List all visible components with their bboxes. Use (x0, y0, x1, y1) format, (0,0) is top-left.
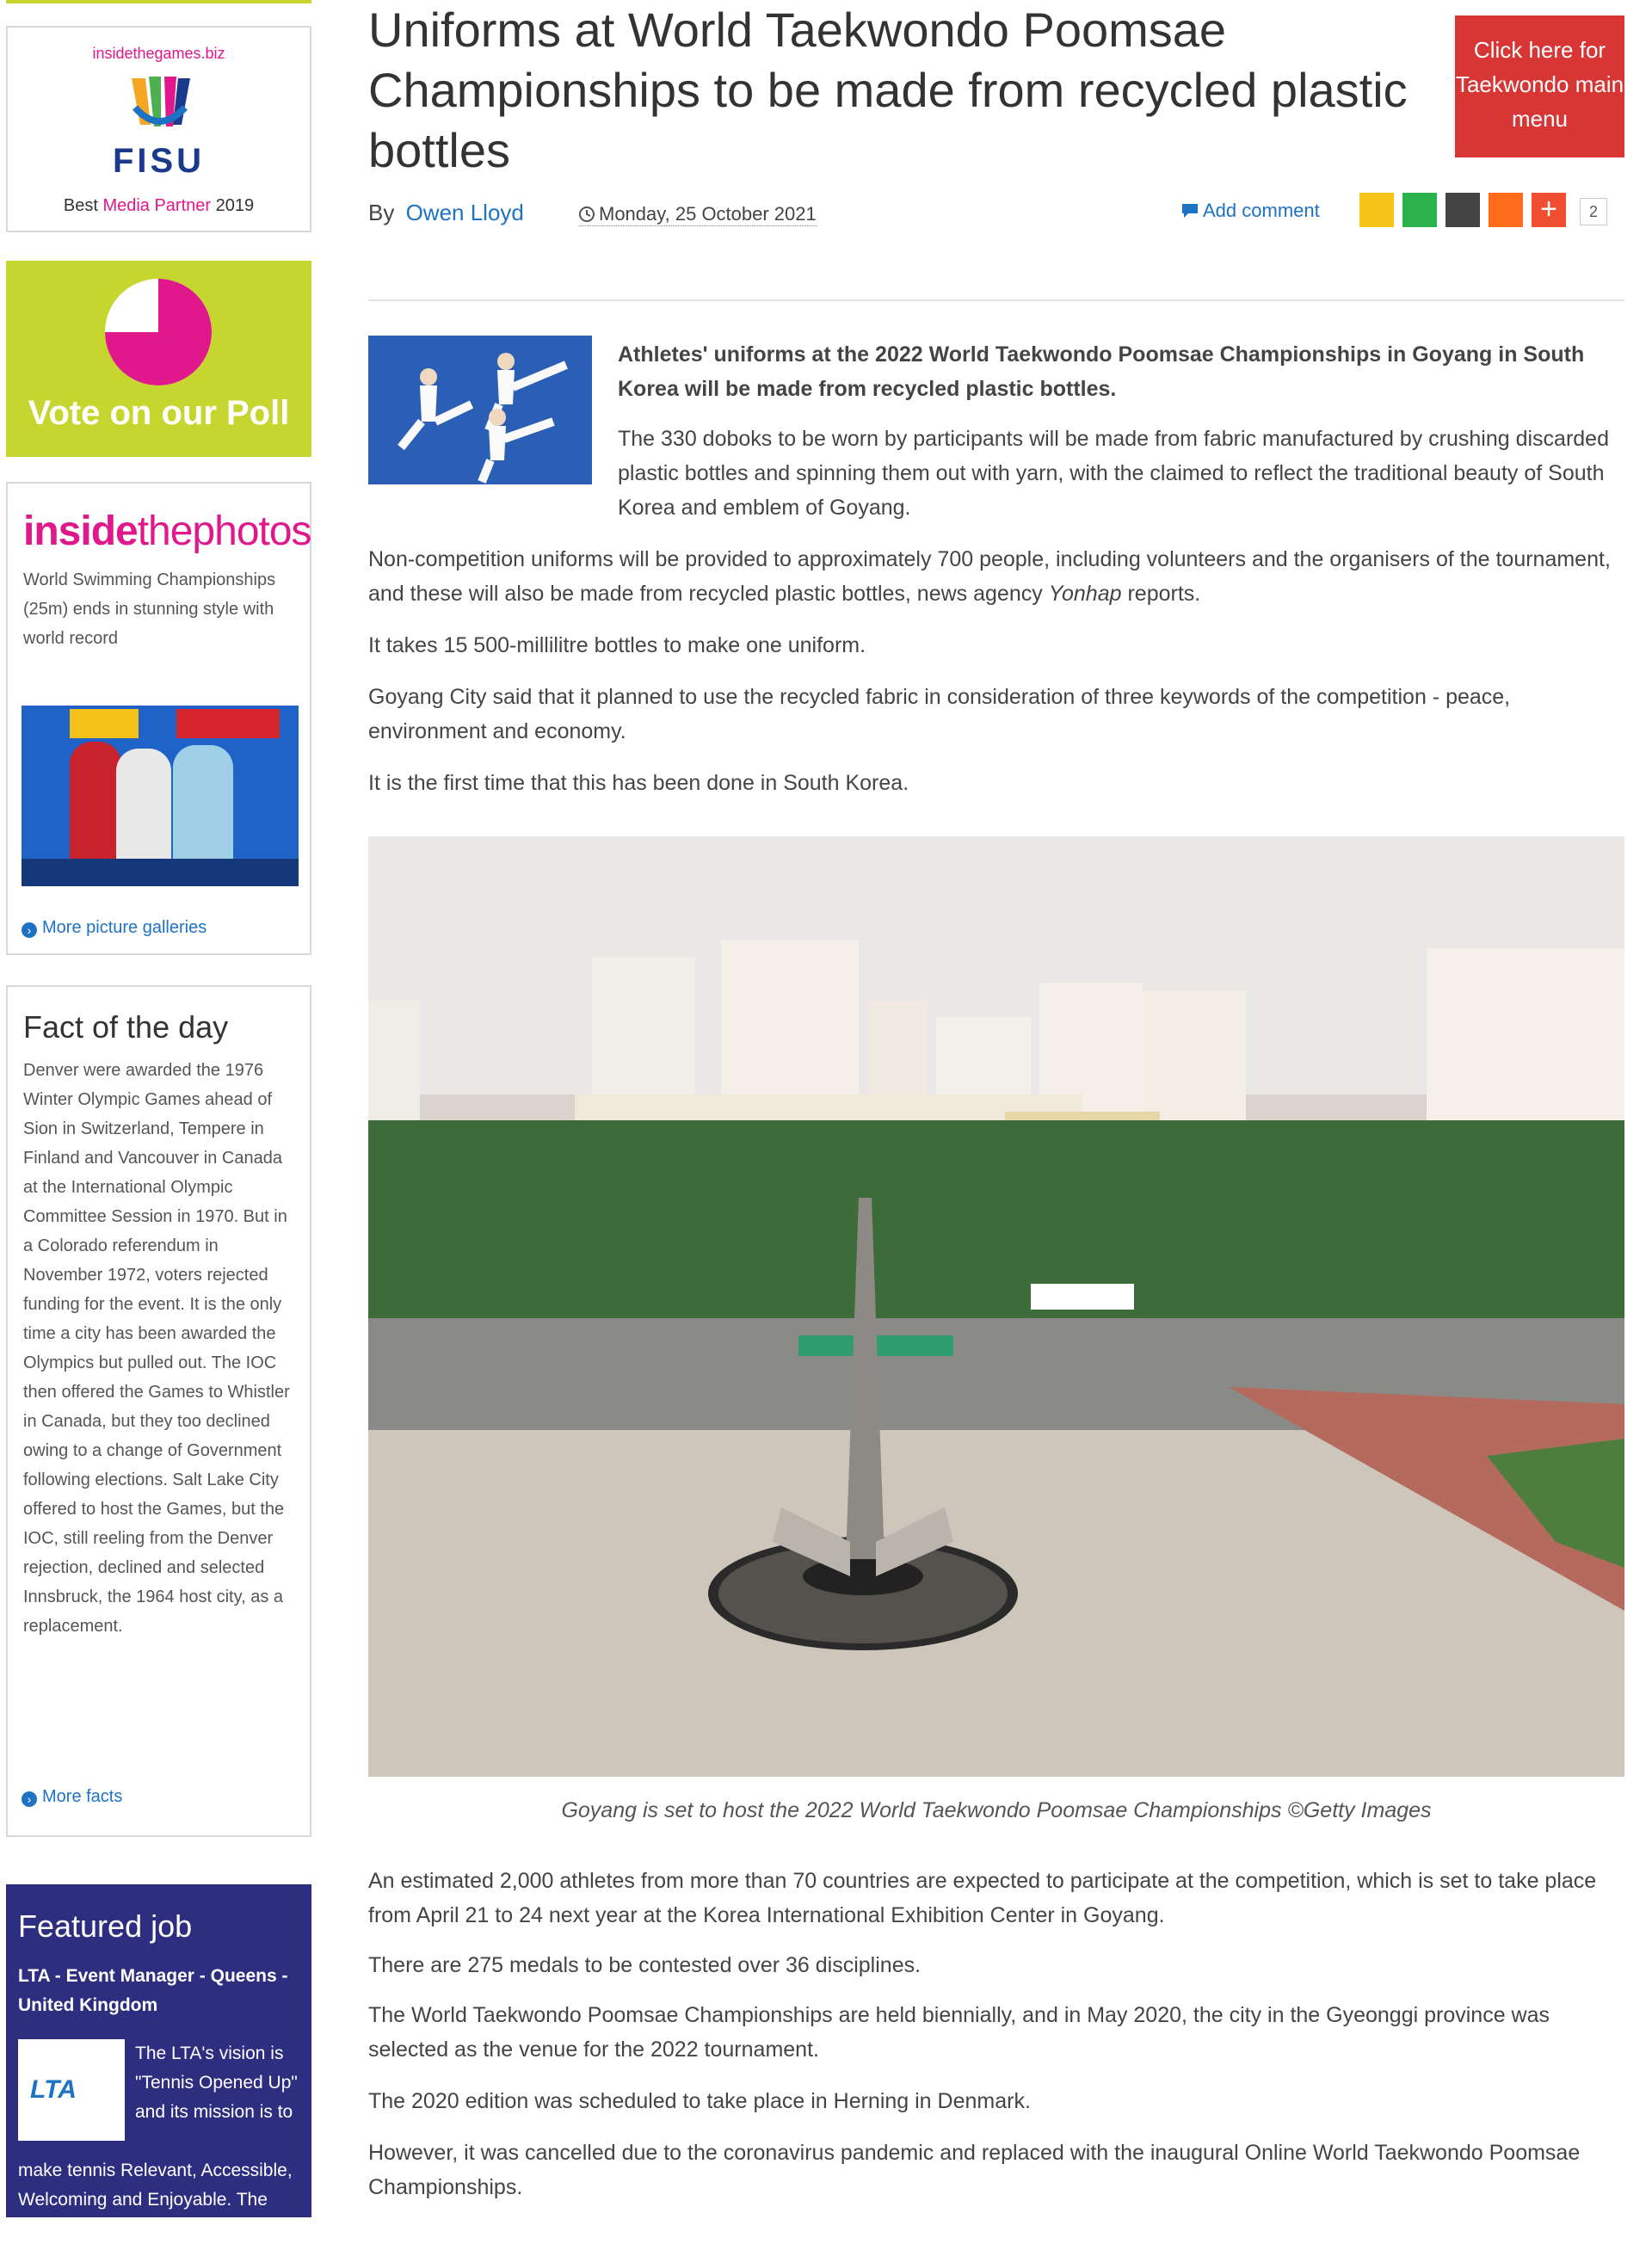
featured-job-text-full: make tennis Relevant, Accessible, Welcoming and Enjoyable. The Major Events (18, 2161, 293, 2239)
vote-poll-banner[interactable] (6, 261, 311, 457)
article-paragraph-2020: The 2020 edition was scheduled to take place in Herning in Denmark. (368, 2089, 1031, 2113)
sidebar-top-strip (6, 0, 311, 3)
clock-icon (578, 206, 595, 223)
fisu-caption (8, 196, 310, 216)
featured-job-heading: Featured job (18, 1908, 193, 1944)
athletes-graphic (368, 336, 592, 484)
thumb-podium (22, 859, 299, 886)
article-paragraph-biennial: The World Taekwondo Poomsae Championships are held biennially, and in May 2020, the city in the Gyeonggi province was selected as the venue for the 2022 tournament. (368, 2003, 1550, 2062)
article-lead: Athletes' uniforms at the 2022 World Taekwondo Poomsae Championships in Goyang in South Korea will be made from recycled plastic bottles. (618, 342, 1585, 401)
fisu-ad-site: insidethegames.biz (92, 45, 225, 62)
article-paragraph-cancelled: However, it was cancelled due to the coronavirus pandemic and replaced with the inaugural Online World Taekwondo Poomsae Championships. (368, 2141, 1581, 2199)
article-paragraph-noncompetition (368, 542, 1624, 611)
add-comment-label: Add comment (1203, 200, 1320, 221)
fact-heading: Fact of the day (23, 1009, 229, 1045)
fact-text: Denver were awarded the 1976 Winter Olympic Games ahead of Sion in Switzerland, Tempere in Finland and Vancouver in Canada at the International Olympic Committee Session in 1970. But in a Colorado referendum in November 1972, voters rejected funding for the event. It is the only time a city has been awarded the Olympics but pulled out. The IOC then offered the Games to Whistler in Canada, but they too declined owing to a change of Government following elections. Salt Lake City offered to host the Games, but the IOC, still reeling from the Denver rejection, declined and selected Innsbruck, the 1964 host city, as a replacement. (23, 1061, 290, 1636)
fisu-caption-pre: Best (63, 196, 103, 215)
fact-of-the-day-box (6, 985, 311, 1837)
article-date-text: Monday, 25 October 2021 (599, 203, 817, 225)
more-facts-icon: › (22, 1791, 37, 1807)
article-paragraph-goyang: Goyang City said that it planned to use the recycled fabric in consideration of three keywords of the competition - peace, environment and economy. (368, 685, 1511, 743)
more-facts-label: More facts (42, 1787, 123, 1806)
featured-job-box[interactable] (6, 1884, 311, 2239)
naver-share-icon[interactable] (1446, 193, 1480, 227)
article-paragraph-doboks: The 330 doboks to be worn by participants will be made from fabric manufactured by crushing discarded plastic bottles and spinning them out with yarn, with the claimed to reflect the traditional beauty of South Korea and emblem of Goyang. (618, 427, 1609, 520)
comment-icon (1180, 202, 1199, 219)
taekwondo-main-menu-button[interactable]: Click here for Taekwondo main menu (1455, 15, 1624, 157)
goyang-plaza-photo (368, 836, 1624, 1777)
author-link[interactable]: Owen Lloyd (405, 200, 524, 225)
photo-gallery-thumbnail[interactable] (22, 706, 299, 886)
share-count: 2 (1580, 198, 1607, 225)
noncomp-source: Yonhap (1048, 582, 1122, 606)
byline (368, 200, 524, 226)
noncomp-pre: Non-competition uniforms will be provided to approximately 700 people, including volunteers and the organisers of the tournament, and these will also be made from recycled plastic bottles, news agency (368, 547, 1611, 606)
featured-job-text-right: The LTA's vision is "Tennis Opened Up" and its mission is to (135, 2044, 298, 2122)
article-paragraph-medals: There are 275 medals to be contested over 36 disciplines. (368, 1953, 922, 1977)
insidethephotos-logo-bold: inside (23, 509, 138, 554)
kakao-share-icon[interactable] (1359, 193, 1394, 227)
photo-gallery-headline[interactable]: World Swimming Championships (25m) ends in stunning style with world record (23, 570, 276, 648)
thumb-banner-right (176, 709, 280, 738)
lead-image (368, 336, 592, 484)
fisu-word: FISU (112, 142, 206, 180)
insidethephotos-logo-light: thephotos (137, 509, 311, 554)
by-label: By (368, 200, 395, 225)
line-share-icon[interactable] (1402, 193, 1437, 227)
plus-share-icon[interactable]: + (1532, 193, 1566, 227)
goyang-plaza-graphic (368, 836, 1624, 1777)
featured-job-title[interactable]: LTA - Event Manager - Queens - United Kingdom (18, 1966, 288, 2015)
fisu-caption-highlight: Media Partner (102, 196, 212, 215)
article-date (578, 203, 817, 226)
poll-pie-icon (102, 276, 214, 388)
add-comment-link[interactable] (1180, 200, 1320, 222)
fisu-logo-icon (116, 73, 202, 142)
article-paragraph-first: It is the first time that this has been done in South Korea. (368, 771, 909, 795)
more-picture-galleries-link[interactable] (22, 918, 206, 938)
thumb-banner-left (70, 709, 139, 738)
article-paragraph-bottles: It takes 15 500-millilitre bottles to make one uniform. (368, 633, 866, 657)
more-galleries-icon: › (22, 922, 37, 938)
insidethephotos-logo (23, 508, 311, 555)
noncomp-post: reports. (1121, 582, 1201, 606)
photo-caption: Goyang is set to host the 2022 World Taekwondo Poomsae Championships ©Getty Images (561, 1798, 1432, 1822)
more-galleries-label: More picture galleries (42, 918, 207, 937)
article-paragraph-estimated: An estimated 2,000 athletes from more than 70 countries are expected to participate at the competition, which is set to take place from April 21 to 24 next year at the Korea International Exhibition Center in Goyang. (368, 1869, 1597, 1927)
fisu-caption-post: 2019 (211, 196, 255, 215)
header-divider (368, 299, 1624, 301)
insidethephotos-box (6, 482, 311, 955)
fisu-ad[interactable] (6, 26, 311, 232)
lta-logo (18, 2039, 125, 2141)
poll-label: Vote on our Poll (28, 394, 290, 432)
more-facts-link[interactable] (22, 1787, 122, 1807)
reddit-share-icon[interactable] (1489, 193, 1523, 227)
article-title: Uniforms at World Taekwondo Poomsae Championships to be made from recycled plastic bottles (368, 3, 1408, 177)
lta-logo-text: LTA (30, 2075, 77, 2104)
